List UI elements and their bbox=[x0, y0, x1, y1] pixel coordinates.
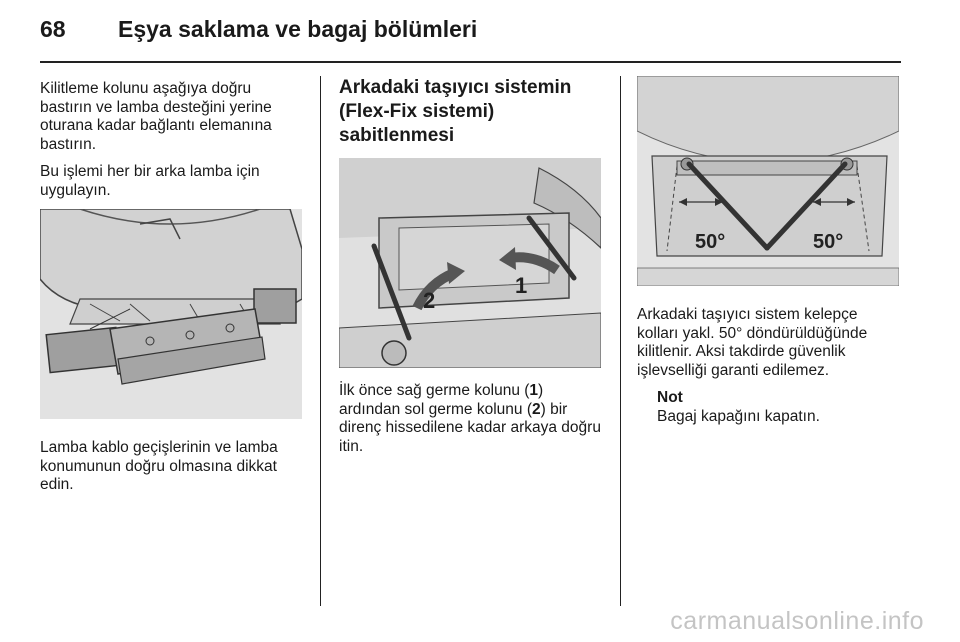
column-divider-2 bbox=[620, 76, 621, 606]
instruction-paragraph-3: Lamba kablo geçişlerinin ve lamba konumunun doğru olmasına dikkat edin. bbox=[40, 439, 278, 493]
page-number: 68 bbox=[40, 16, 66, 42]
clamp-angle-figure bbox=[637, 76, 899, 286]
section-heading: Arkadaki taşıyıcı sistemin (Flex-Fix sistemi) sabitlenmesi bbox=[339, 77, 572, 146]
column-3 bbox=[637, 76, 902, 426]
lever-text-part-a: İlk önce sağ germe kolunu ( bbox=[339, 382, 530, 399]
rear-lamp-figure bbox=[40, 209, 302, 419]
lever-number-2: 2 bbox=[532, 400, 541, 418]
flex-fix-illustration bbox=[339, 158, 601, 368]
figure-label-1: 1 bbox=[515, 273, 528, 298]
instruction-paragraph: Kilitleme kolunu aşağıya doğru bastırın ve lamba desteğini yerine oturana kadar bağlantı elemanına bastırın. bbox=[40, 80, 272, 153]
lever-instruction-paragraph bbox=[339, 382, 604, 456]
note-label: Not bbox=[657, 389, 683, 406]
column-2 bbox=[339, 76, 604, 465]
angle-label-left: 50° bbox=[695, 231, 726, 253]
watermark-text: carmanualsonline.info bbox=[670, 607, 924, 635]
clamp-angle-illustration bbox=[637, 76, 899, 286]
lever-text-part-b: ) ardından sol germe kolunu ( bbox=[339, 382, 544, 418]
note-box bbox=[657, 389, 902, 426]
header-rule bbox=[40, 61, 901, 63]
figure-label-2: 2 bbox=[423, 288, 436, 313]
note-text: Bagaj kapağını kapatın. bbox=[657, 407, 820, 425]
lever-text-part-c: ) bir direnç hissedilene kadar arkaya doğru itin. bbox=[339, 400, 601, 455]
column-1 bbox=[40, 80, 305, 504]
page-title: Eşya saklama ve bagaj bölümleri bbox=[118, 16, 478, 42]
flex-fix-figure bbox=[339, 158, 601, 368]
column-divider-1 bbox=[320, 76, 321, 606]
clamp-info-paragraph: Arkadaki taşıyıcı sistem kelepçe kolları yakl. 50° döndürüldüğünde kilitlenir. Aksi takdirde güvenlik işlevselliği garanti edilemez. bbox=[637, 306, 868, 379]
instruction-paragraph-2: Bu işlemi her bir arka lamba için uygulayın. bbox=[40, 163, 260, 199]
angle-label-right: 50° bbox=[813, 231, 844, 253]
lever-number-1: 1 bbox=[529, 382, 539, 399]
rear-lamp-illustration bbox=[40, 209, 302, 419]
